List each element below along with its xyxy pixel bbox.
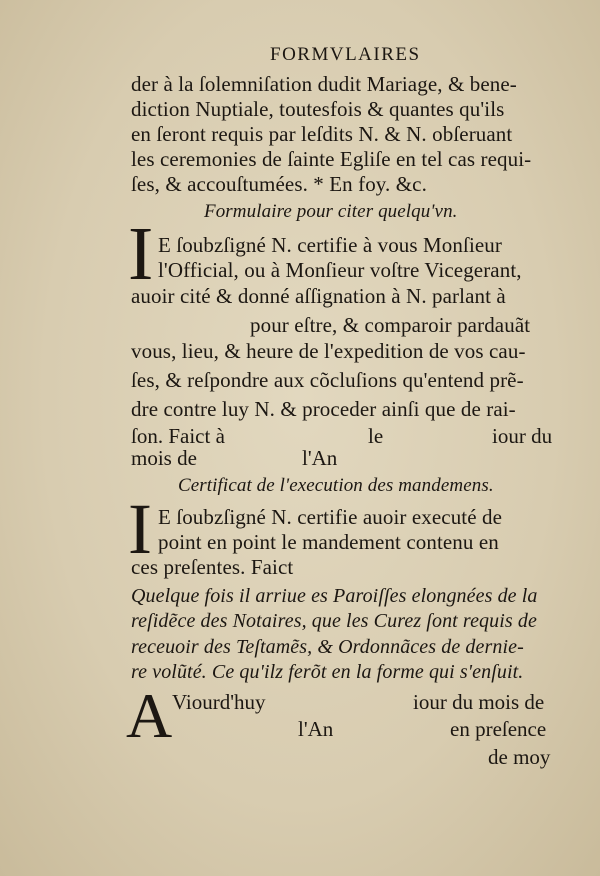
italic-line: re volũté. Ce qu'ilz ferõt en la forme qui s'enſuit. bbox=[131, 661, 524, 683]
italic-line: Quelque fois il arriue es Paroiſſes elongnées de la bbox=[131, 585, 538, 607]
text-line: point en point le mandement contenu en bbox=[158, 530, 499, 554]
text-line-part: en preſence bbox=[450, 717, 547, 741]
text-line-part: ſon. Faict à bbox=[131, 424, 225, 448]
text-line: les ceremonies de ſainte Egliſe en tel cas requi- bbox=[131, 147, 532, 171]
text-line: dre contre luy N. & proceder ainſi que de rai- bbox=[131, 397, 516, 421]
text-line-part: l'An bbox=[302, 446, 338, 470]
text-line-part: le bbox=[368, 424, 384, 448]
text-line: en ſeront requis par leſdits N. & N. obſeruant bbox=[131, 122, 513, 146]
text-line: ces preſentes. Faict bbox=[131, 555, 294, 579]
drop-cap: A bbox=[126, 680, 173, 751]
text-line-part: l'An bbox=[298, 717, 334, 741]
text-line-part: Viourd'huy bbox=[172, 690, 266, 714]
text-line: E ſoubzſigné N. certifie auoir executé de bbox=[158, 505, 503, 529]
running-header: FORMVLAIRES bbox=[270, 44, 421, 65]
text-line: l'Official, ou à Monſieur voſtre Vicegerant, bbox=[158, 258, 522, 282]
text-line: ſes, & accouſtumées. * En foy. &c. bbox=[131, 172, 427, 196]
text-line-part: iour du bbox=[492, 424, 553, 448]
text-line: diction Nuptiale, toutesfois & quantes qu'ils bbox=[131, 97, 505, 121]
text-line: auoir cité & donné aſſignation à N. parlant à bbox=[131, 284, 506, 308]
text-line-part: iour du mois de bbox=[413, 690, 545, 714]
drop-cap: I bbox=[128, 489, 152, 569]
text-line-part: de moy bbox=[488, 745, 551, 769]
text-line: vous, lieu, & heure de l'expedition de vos cau- bbox=[131, 339, 526, 363]
text-line: pour eſtre, & comparoir pardauãt bbox=[250, 313, 531, 337]
section-title: Formulaire pour citer quelqu'vn. bbox=[204, 201, 458, 222]
text-line: E ſoubzſigné N. certifie à vous Monſieur bbox=[158, 233, 502, 257]
text-line: ſes, & reſpondre aux cõcluſions qu'entend prẽ- bbox=[131, 368, 524, 392]
italic-line: receuoir des Teſtamẽs, & Ordonnãces de dernie- bbox=[131, 636, 524, 658]
drop-cap: I bbox=[128, 212, 154, 296]
text-line-part: mois de bbox=[131, 446, 197, 470]
text-line: der à la ſolemniſation dudit Mariage, & bene- bbox=[131, 72, 517, 96]
section-title: Certificat de l'execution des mandemens. bbox=[178, 475, 494, 496]
italic-line: reſidẽce des Notaires, que les Curez ſont requis de bbox=[131, 610, 537, 632]
